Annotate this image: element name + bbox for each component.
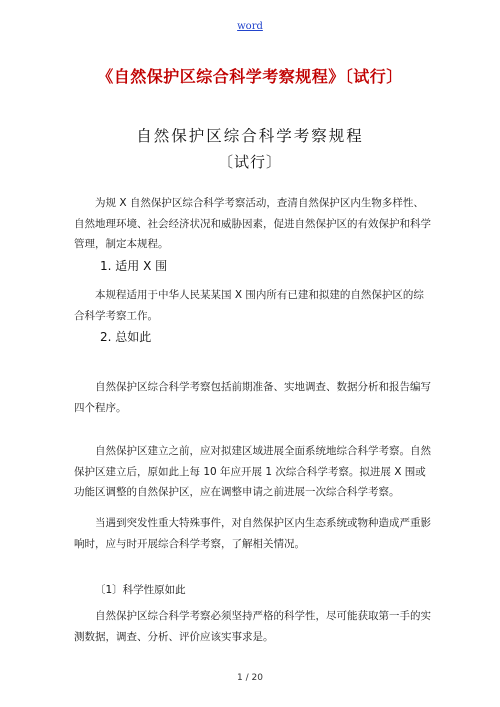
subsection-1-heading: 〔1〕科学性原如此 <box>95 584 186 596</box>
document-subtitle: 自然保护区综合科学考察规程 <box>136 127 364 145</box>
subsection-1-body: 自然保护区综合科学考察必须坚持严格的科学性，尽可能获取第一手的实测数据，调查、分析、评价应该实事求是。 <box>74 610 431 643</box>
section-2-paragraph-3: 当遇到突发性重大特殊事件，对自然保护区内生态系统或物种造成严重影响时，应与时开展综合科学考察，了解相关情况。 <box>74 517 431 550</box>
page-number: 1 / 20 <box>237 673 263 683</box>
section-1-body: 本规程适用于中华人民某某国 X 围内所有已建和拟建的自然保护区的综合科学考察工作。 <box>74 289 424 322</box>
document-title: 《自然保护区综合科学考察规程》〔试行〕 <box>97 67 403 86</box>
intro-paragraph: 为规 X 自然保护区综合科学考察活动，查清自然保护区内生物多样性、自然地理环境、社会经济状况和威胁因素，促进自然保护区的有效保护和科学管理，制定本规程。 <box>74 197 431 250</box>
section-2-paragraph-1: 自然保护区综合科学考察包括前期准备、实地调查、数据分析和报告编写四个程序。 <box>74 381 431 414</box>
document-subtitle-note: 〔试行〕 <box>217 153 282 171</box>
section-1-heading: 1. 适用 X 围 <box>100 259 168 273</box>
section-2-heading: 2. 总如此 <box>100 330 152 344</box>
header-word-link[interactable]: word <box>237 21 263 32</box>
section-2-paragraph-2: 自然保护区建立之前，应对拟建区域进展全面系统地综合科学考察。自然保护区建立后，原如此上每 10 年应开展 1 次综合科学考察。拟进展 X 围或功能区调整的自然保护区，应在调整申请之前进展一次综合科学考察。 <box>74 445 431 498</box>
